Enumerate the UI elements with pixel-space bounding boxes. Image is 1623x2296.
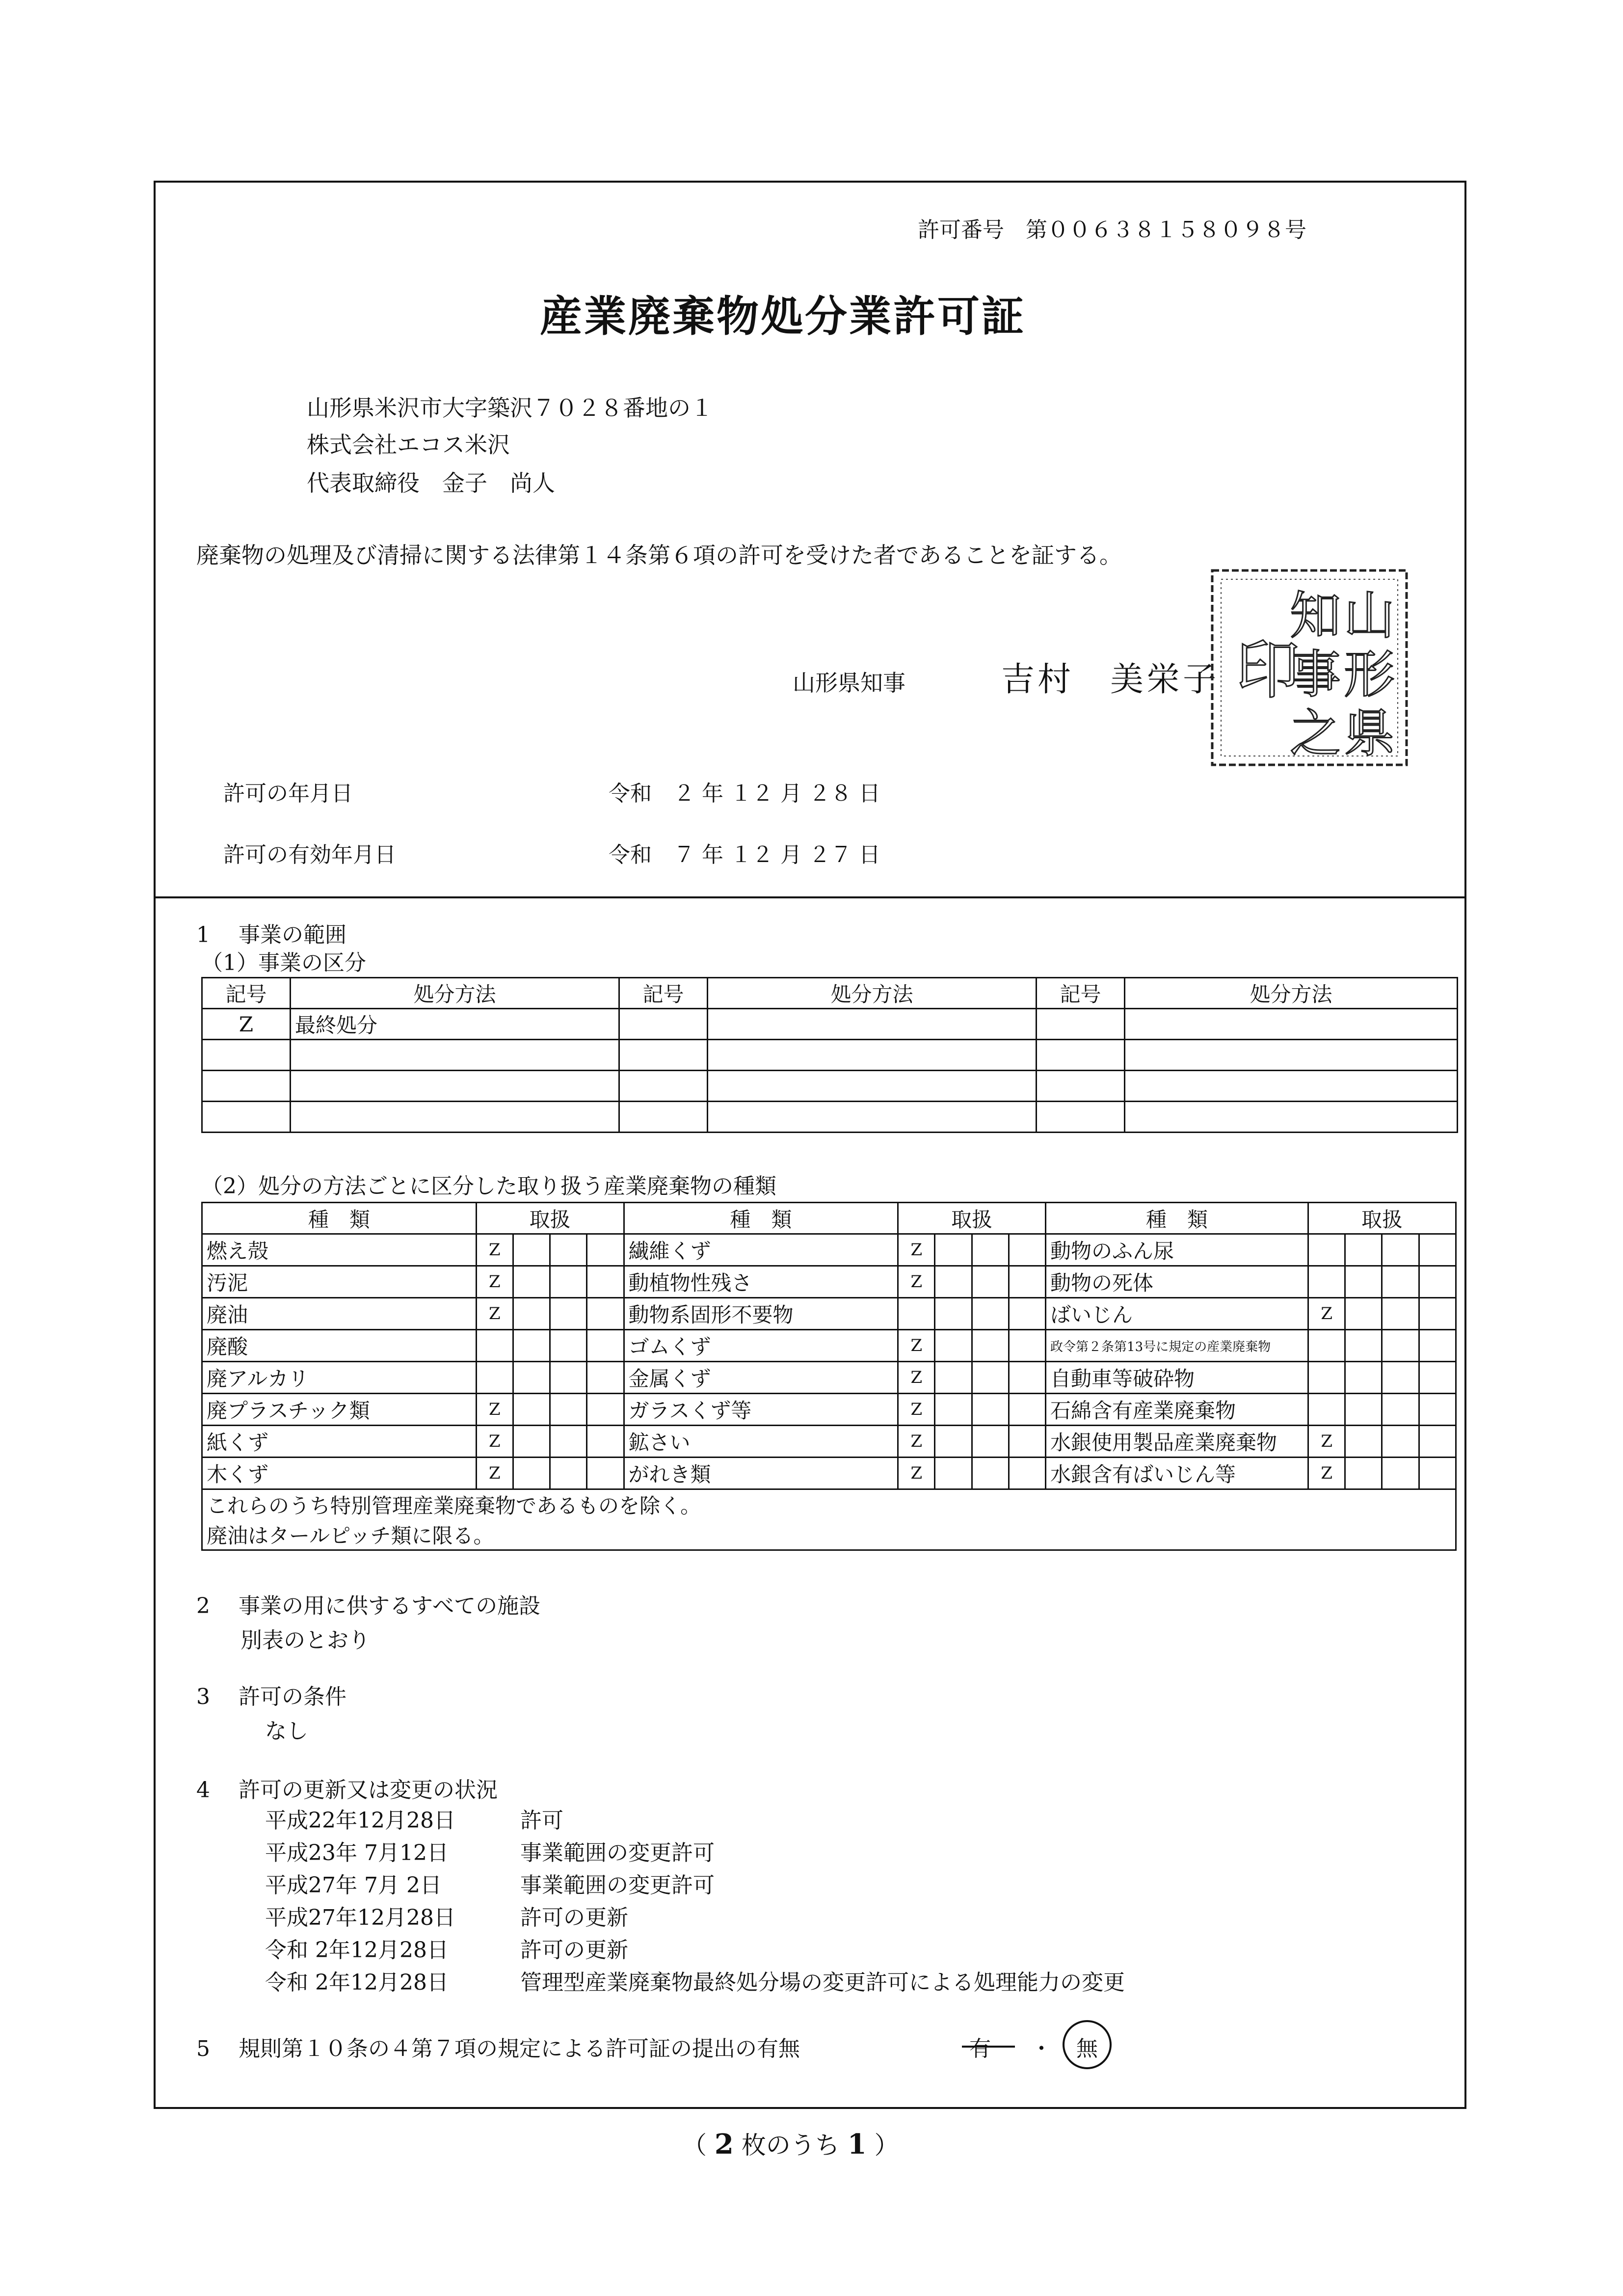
certification-text: 廃棄物の処理及び清掃に関する法律第１４条第６項の許可を受けた者であることを証する。 (196, 542, 1122, 568)
waste-type-name: 石綿含有産業廃棄物 (1046, 1394, 1308, 1426)
table-row (202, 1266, 1456, 1298)
handling-cell (972, 1330, 1009, 1362)
handling-cell (1419, 1234, 1456, 1266)
handling-cell (513, 1362, 550, 1394)
column-header: 処分方法 (708, 978, 1037, 1009)
waste-type-name: 汚泥 (202, 1266, 477, 1298)
handling-mark (898, 1298, 935, 1330)
handling-mark: Z (898, 1394, 935, 1426)
waste-type-name: 木くず (202, 1458, 477, 1489)
seal-glyph: 之 (1290, 703, 1341, 763)
table-cell (708, 1102, 1037, 1133)
table-cell (619, 1009, 708, 1040)
handling-mark: Z (1308, 1298, 1345, 1330)
handling-cell (513, 1266, 550, 1298)
handling-mark: Z (476, 1234, 513, 1266)
handling-cell (587, 1362, 624, 1394)
seal-glyph: 印 (1236, 633, 1300, 707)
section2-heading: 2 事業の用に供するすべての施設 (196, 1594, 541, 1619)
handling-cell (550, 1266, 587, 1298)
handling-mark: Z (898, 1266, 935, 1298)
page-indicator-middle: 枚のうち (741, 2131, 840, 2160)
handling-cell (513, 1298, 550, 1330)
table-note: これらのうち特別管理産業廃棄物であるものを除く。 (202, 1489, 1456, 1520)
waste-type-name: がれき類 (624, 1458, 898, 1489)
history-event: 許可 (520, 1808, 563, 1833)
table-row (202, 1040, 1458, 1071)
table-cell (202, 1040, 291, 1071)
permit-date-value: 令和 ２ 年 １２ 月 ２８ 日 (609, 781, 880, 806)
handling-cell (1009, 1330, 1045, 1362)
handling-cell (935, 1458, 972, 1489)
holder-company: 株式会社エコス米沢 (307, 432, 510, 458)
option-no: 無 (1076, 2036, 1098, 2061)
column-header: 処分方法 (291, 978, 619, 1009)
history-date: 平成27年12月28日 (265, 1905, 455, 1930)
handling-cell (587, 1298, 624, 1330)
waste-type-name: 廃プラスチック類 (202, 1394, 477, 1426)
page-total: 2 (714, 2128, 734, 2161)
notes-row (202, 1520, 1456, 1550)
handling-cell (1009, 1362, 1045, 1394)
history-event: 事業範囲の変更許可 (520, 1873, 715, 1898)
section3-body: なし (265, 1719, 308, 1744)
table-cell (708, 1071, 1037, 1102)
table-row (202, 1071, 1458, 1102)
table-cell (619, 1040, 708, 1071)
waste-type-name: 水銀使用製品産業廃棄物 (1046, 1426, 1308, 1458)
table-cell: Z (202, 1009, 291, 1040)
handling-mark: Z (898, 1426, 935, 1458)
handling-cell (935, 1362, 972, 1394)
column-header: 記号 (619, 978, 708, 1009)
handling-cell (1009, 1234, 1045, 1266)
handling-cell (550, 1330, 587, 1362)
valid-date-label: 許可の有効年月日 (223, 842, 396, 867)
waste-type-name: 廃油 (202, 1298, 477, 1330)
handling-cell (587, 1266, 624, 1298)
waste-type-name: 水銀含有ばいじん等 (1046, 1458, 1308, 1489)
section5-heading: 5 規則第１０条の４第７項の規定による許可証の提出の有無 (196, 2036, 800, 2061)
section1-sub1: （1）事業の区分 (201, 950, 366, 975)
table-row (202, 1458, 1456, 1489)
history-date: 平成27年 7月 2日 (265, 1873, 442, 1898)
handling-mark (1308, 1394, 1345, 1426)
waste-type-name: 動物系固形不要物 (624, 1298, 898, 1330)
handling-mark (1308, 1330, 1345, 1362)
handling-cell (550, 1298, 587, 1330)
section4-heading: 4 許可の更新又は変更の状況 (196, 1778, 498, 1803)
handling-cell (935, 1330, 972, 1362)
handling-cell (513, 1426, 550, 1458)
history-date: 令和 2年12月28日 (265, 1938, 449, 1963)
handling-mark (476, 1362, 513, 1394)
handling-cell (513, 1330, 550, 1362)
column-header-type: 種 類 (1046, 1203, 1308, 1234)
section-divider (154, 896, 1466, 898)
handling-cell (1419, 1266, 1456, 1298)
handling-mark: Z (1308, 1426, 1345, 1458)
handling-cell (1382, 1362, 1419, 1394)
handling-cell (935, 1394, 972, 1426)
table-row (202, 1234, 1456, 1266)
column-header-handling: 取扱 (1308, 1203, 1456, 1234)
handling-cell (935, 1234, 972, 1266)
handling-cell (587, 1394, 624, 1426)
handling-cell (1419, 1426, 1456, 1458)
history-event: 許可の更新 (520, 1938, 628, 1963)
table-cell (1037, 1102, 1125, 1133)
page-title: 産業廃棄物処分業許可証 (540, 292, 1026, 341)
section1-sub2: （2）処分の方法ごとに区分した取り扱う産業廃棄物の種類 (201, 1174, 776, 1199)
waste-type-name: ゴムくず (624, 1330, 898, 1362)
handling-mark: Z (476, 1266, 513, 1298)
handling-cell (1419, 1330, 1456, 1362)
history-event: 管理型産業廃棄物最終処分場の変更許可による処理能力の変更 (520, 1970, 1125, 1995)
history-event: 事業範囲の変更許可 (520, 1840, 715, 1865)
seal-glyph: 山 (1344, 586, 1395, 646)
handling-cell (1345, 1234, 1382, 1266)
handling-cell (972, 1362, 1009, 1394)
table-note: 廃油はタールピッチ類に限る。 (202, 1520, 1456, 1550)
column-header-type: 種 類 (624, 1203, 898, 1234)
handling-cell (1419, 1362, 1456, 1394)
notes-row (202, 1489, 1456, 1520)
handling-mark (1308, 1234, 1345, 1266)
handling-cell (513, 1234, 550, 1266)
table-header-row (202, 978, 1458, 1009)
waste-type-name: 燃え殻 (202, 1234, 477, 1266)
table-row (202, 1426, 1456, 1458)
handling-mark: Z (898, 1330, 935, 1362)
seal-glyph: 形 (1344, 645, 1395, 704)
waste-type-name: 自動車等破砕物 (1046, 1362, 1308, 1394)
waste-type-name: ばいじん (1046, 1298, 1308, 1330)
handling-cell (587, 1426, 624, 1458)
column-header-type: 種 類 (202, 1203, 477, 1234)
handling-cell (1419, 1458, 1456, 1489)
section2-body: 別表のとおり (240, 1628, 370, 1653)
table-cell (1037, 1009, 1125, 1040)
seal-glyph: 知 (1290, 586, 1341, 646)
handling-cell (1382, 1298, 1419, 1330)
waste-type-name: 紙くず (202, 1426, 477, 1458)
table-row (202, 1330, 1456, 1362)
handling-cell (550, 1394, 587, 1426)
handling-cell (1345, 1330, 1382, 1362)
handling-cell (972, 1266, 1009, 1298)
table-cell (202, 1071, 291, 1102)
history-date: 令和 2年12月28日 (265, 1970, 449, 1995)
handling-cell (972, 1234, 1009, 1266)
handling-cell (1345, 1266, 1382, 1298)
handling-mark: Z (476, 1426, 513, 1458)
handling-cell (587, 1330, 624, 1362)
table-header-row (202, 1203, 1456, 1234)
handling-cell (1009, 1458, 1045, 1489)
valid-date-value: 令和 ７ 年 １２ 月 ２７ 日 (609, 842, 880, 867)
official-seal (1206, 565, 1412, 771)
seal-glyph: 県 (1344, 703, 1395, 763)
handling-cell (935, 1426, 972, 1458)
handling-cell (972, 1298, 1009, 1330)
handling-cell (550, 1362, 587, 1394)
table-cell (619, 1071, 708, 1102)
seal-glyph: 事 (1290, 645, 1341, 704)
section3-heading: 3 許可の条件 (196, 1684, 346, 1709)
table-cell (291, 1071, 619, 1102)
handling-cell (1345, 1394, 1382, 1426)
strikethrough-line (962, 2046, 1015, 2048)
handling-cell (1009, 1426, 1045, 1458)
handling-cell (1419, 1394, 1456, 1426)
handling-cell (1345, 1362, 1382, 1394)
handling-cell (550, 1234, 587, 1266)
handling-cell (1382, 1394, 1419, 1426)
handling-cell (1382, 1426, 1419, 1458)
permit-date-label: 許可の年月日 (223, 781, 353, 806)
handling-cell (1345, 1458, 1382, 1489)
handling-cell (550, 1458, 587, 1489)
waste-type-name: 繊維くず (624, 1234, 898, 1266)
handling-mark: Z (476, 1298, 513, 1330)
table-cell (708, 1009, 1037, 1040)
waste-type-name: 動物の死体 (1046, 1266, 1308, 1298)
table-cell (291, 1040, 619, 1071)
handling-mark (1308, 1266, 1345, 1298)
waste-type-name: 廃酸 (202, 1330, 477, 1362)
option-yes: 有 (969, 2036, 991, 2061)
handling-cell (1009, 1394, 1045, 1426)
handling-cell (1009, 1298, 1045, 1330)
table-cell (1125, 1009, 1458, 1040)
handling-mark (476, 1330, 513, 1362)
section1-heading: 1 事業の範囲 (196, 922, 346, 947)
handling-cell (972, 1394, 1009, 1426)
handling-cell (1382, 1330, 1419, 1362)
table-row (202, 1394, 1456, 1426)
handling-cell (1382, 1266, 1419, 1298)
page-indicator-close: ） (874, 2131, 899, 2160)
table-cell (1125, 1071, 1458, 1102)
column-header-handling: 取扱 (898, 1203, 1046, 1234)
handling-mark: Z (898, 1234, 935, 1266)
handling-mark: Z (898, 1362, 935, 1394)
handling-cell (1009, 1266, 1045, 1298)
handling-cell (1345, 1426, 1382, 1458)
handling-cell (587, 1234, 624, 1266)
table-cell (708, 1040, 1037, 1071)
waste-type-name: 金属くず (624, 1362, 898, 1394)
page-indicator (682, 2126, 899, 2161)
business-division-table (201, 977, 1458, 1133)
issuer-name: 吉村 美栄子 (1001, 660, 1220, 699)
waste-type-name: ガラスくず等 (624, 1394, 898, 1426)
handling-cell (587, 1458, 624, 1489)
handling-mark (1308, 1362, 1345, 1394)
handling-cell (1382, 1234, 1419, 1266)
handling-mark: Z (898, 1458, 935, 1489)
table-cell (1125, 1040, 1458, 1071)
table-cell (291, 1102, 619, 1133)
handling-cell (1345, 1298, 1382, 1330)
handling-cell (935, 1266, 972, 1298)
table-cell (1125, 1102, 1458, 1133)
holder-address: 山形県米沢市大字築沢７０２８番地の１ (307, 395, 713, 421)
handling-cell (1419, 1298, 1456, 1330)
handling-cell (513, 1394, 550, 1426)
holder-representative: 代表取締役 金子 尚人 (307, 470, 555, 496)
handling-cell (513, 1458, 550, 1489)
waste-type-name: 政令第２条第13号に規定の産業廃棄物 (1046, 1330, 1308, 1362)
page-indicator-open: （ (682, 2131, 707, 2160)
handling-cell (972, 1458, 1009, 1489)
option-separator: ・ (1031, 2036, 1052, 2061)
history-date: 平成23年 7月12日 (265, 1840, 449, 1865)
table-row (202, 1298, 1456, 1330)
handling-cell (550, 1426, 587, 1458)
column-header: 記号 (1037, 978, 1125, 1009)
table-cell (619, 1102, 708, 1133)
table-row (202, 1362, 1456, 1394)
waste-types-table (201, 1202, 1457, 1551)
table-row (202, 1009, 1458, 1040)
handling-cell (972, 1426, 1009, 1458)
table-cell (202, 1102, 291, 1133)
handling-cell (935, 1298, 972, 1330)
waste-type-name: 廃アルカリ (202, 1362, 477, 1394)
table-cell: 最終処分 (291, 1009, 619, 1040)
waste-type-name: 鉱さい (624, 1426, 898, 1458)
table-cell (1037, 1071, 1125, 1102)
waste-type-name: 動植物性残さ (624, 1266, 898, 1298)
handling-mark: Z (1308, 1458, 1345, 1489)
page-current: 1 (847, 2128, 867, 2161)
history-date: 平成22年12月28日 (265, 1808, 455, 1833)
issuer-office: 山形県知事 (793, 670, 905, 696)
handling-mark: Z (476, 1394, 513, 1426)
column-header-handling: 取扱 (476, 1203, 624, 1234)
history-event: 許可の更新 (520, 1905, 628, 1930)
waste-type-name: 動物のふん尿 (1046, 1234, 1308, 1266)
column-header: 記号 (202, 978, 291, 1009)
permit-number: 許可番号 第００６３８１５８０９８号 (918, 217, 1306, 243)
handling-mark: Z (476, 1458, 513, 1489)
handling-cell (1382, 1458, 1419, 1489)
column-header: 処分方法 (1125, 978, 1458, 1009)
table-cell (1037, 1040, 1125, 1071)
table-row (202, 1102, 1458, 1133)
